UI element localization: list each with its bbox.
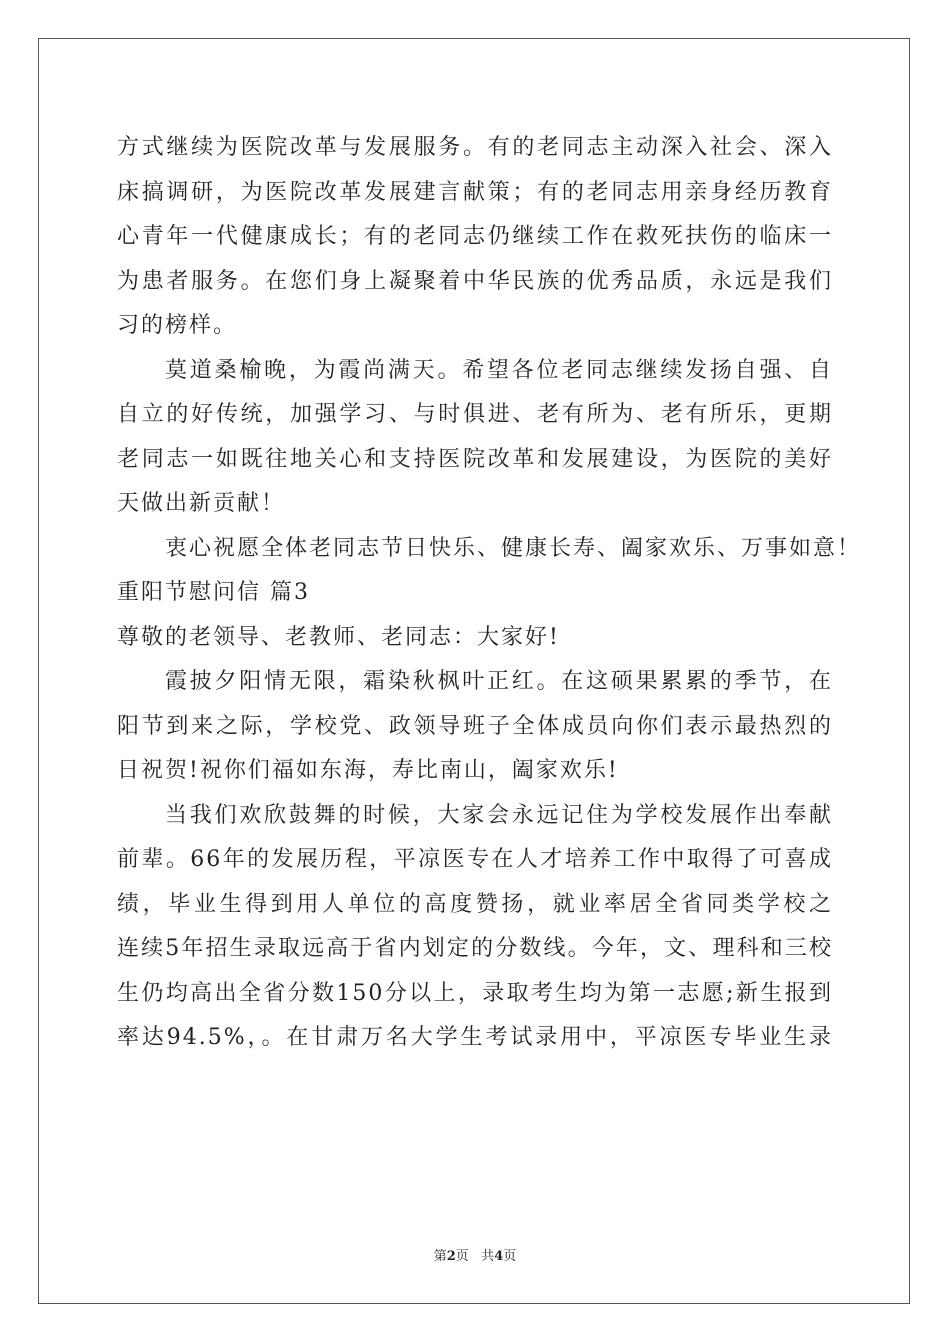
text-line: 绩，毕业生得到用人单位的高度赞扬，就业率居全省同类学校之 xyxy=(117,891,833,917)
text-line: 连续5年招生录取远高于省内划定的分数线。今年，文、理科和三校 xyxy=(117,936,833,961)
footer-page-suffix: 页 xyxy=(455,1249,469,1264)
document-body xyxy=(117,126,862,1061)
footer-prefix: 第 xyxy=(433,1249,447,1264)
text-line: 自立的好传统，加强学习、与时俱进、老有所为、老有所乐，更期 xyxy=(117,402,833,427)
text-line: 床搞调研，为医院改革发展建言献策；有的老同志用亲身经历教育 xyxy=(117,179,833,205)
text-line: 方式继续为医院改革与发展服务。有的老同志主动深入社会、深入 xyxy=(117,135,833,160)
footer-total-suffix: 页 xyxy=(503,1249,517,1264)
text-line: 霞披夕阳情无限，霜染秋枫叶正红。在这硕果累累的季节，在 xyxy=(165,669,833,694)
text-line: 生仍均高出全省分数150分以上，录取考生均为第一志愿;新生报到 xyxy=(117,980,833,1006)
text-line: 阳节到来之际，学校党、政领导班子全体成员向你们表示最热烈的 xyxy=(117,713,833,739)
text-line: 莫道桑榆晚，为霞尚满天。希望各位老同志继续发扬自强、自 xyxy=(165,357,833,383)
text-line: 衷心祝愿全体老同志节日快乐、健康长寿、阖家欢乐、万事如意！ xyxy=(165,535,862,561)
page-footer xyxy=(0,1245,950,1264)
salutation: 尊敬的老领导、老教师、老同志：大家好! xyxy=(117,624,560,650)
footer-total-pages: 4 xyxy=(494,1249,504,1264)
text-line: 前辈。66年的发展历程，平凉医专在人才培养工作中取得了可喜成 xyxy=(117,847,833,872)
text-line: 当我们欢欣鼓舞的时候，大家会永远记住为学校发展作出奉献 xyxy=(165,802,833,828)
text-line: 习的榜样。 xyxy=(117,313,238,338)
text-line: 老同志一如既往地关心和支持医院改革和发展建设，为医院的美好 xyxy=(117,446,833,472)
text-line: 心青年一代健康成长；有的老同志仍继续工作在救死扶伤的临床一 xyxy=(117,224,833,249)
text-line: 日祝贺!祝你们福如东海，寿比南山，阖家欢乐! xyxy=(117,758,619,783)
section-heading: 重阳节慰问信 篇3 xyxy=(117,580,310,605)
text-line: 为患者服务。在您们身上凝聚着中华民族的优秀品质，永远是我们 xyxy=(117,268,833,294)
footer-page-number: 2 xyxy=(446,1249,456,1264)
footer-total-prefix: 共 xyxy=(481,1249,495,1264)
text-line: 率达94.5%，。在甘肃万名大学生考试录用中，平凉医专毕业生录 xyxy=(117,1025,833,1050)
text-line: 天做出新贡献！ xyxy=(117,491,286,516)
